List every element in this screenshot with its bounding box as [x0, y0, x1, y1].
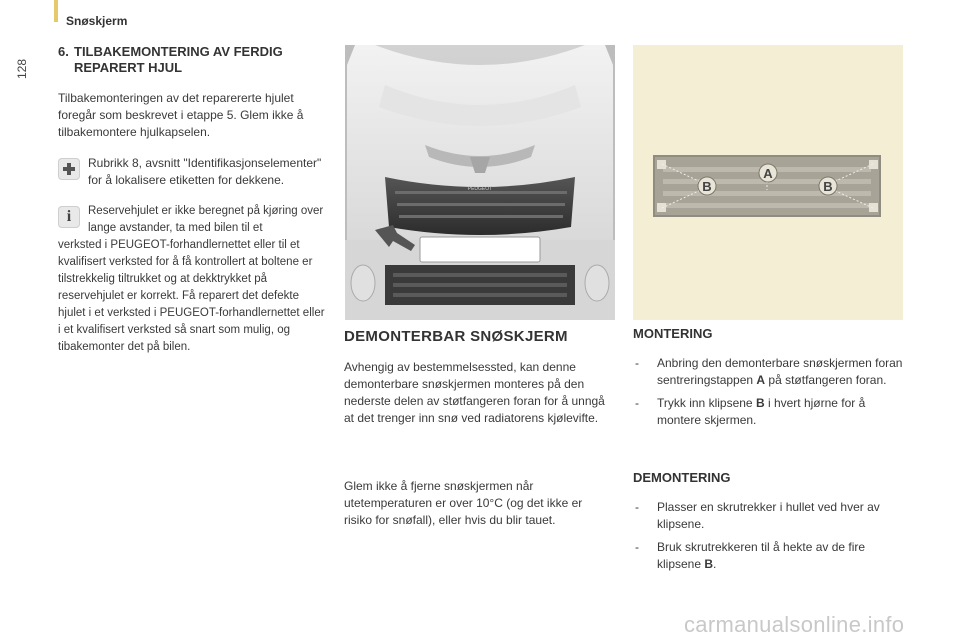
- demontering-section: [633, 470, 908, 579]
- demontering-heading: DEMONTERING: [633, 470, 731, 485]
- list-item: - Plasser en skrutrekker i hullet ved hver av klipsene.: [633, 499, 908, 533]
- list-item: - Trykk inn klipsene B i hvert hjørne for å montere skjermen.: [633, 395, 908, 429]
- clip-marker: [869, 160, 878, 169]
- clip-marker: [657, 203, 666, 212]
- snow-screen-warning: Glem ikke å fjerne snøskjermen når utetemperaturen er over 10°C (og det ikke er risiko for snøfall), eller hvis du blir tauet.: [344, 479, 583, 527]
- watermark: carmanualsonline.info: [684, 612, 905, 637]
- step-number: 6.: [58, 44, 69, 59]
- reference-note-text: Rubrikk 8, avsnitt "Identifikasjonselementer" for å lokalisere etiketten for dekkene.: [88, 156, 322, 187]
- photo-badge: PEUGEOT: [467, 186, 493, 192]
- section-marker-bar: [54, 0, 58, 22]
- snow-screen-paragraph: Avhengig av bestemmelsessted, kan denne demonterbare snøskjermen monteres på den nederste delen av støtfangeren foran for å unngå at det trenger inn snø ved radiatorens kjølevifte.: [344, 360, 605, 425]
- info-note: [58, 203, 328, 356]
- page-number: 128: [15, 58, 30, 80]
- list-item: - Anbring den demonterbare snøskjermen foran sentreringstappen A på støtfangeren foran.: [633, 355, 908, 389]
- list-item: - Bruk skrutrekkeren til å hekte av de fire klipsene B.: [633, 539, 908, 573]
- clip-marker: [657, 160, 666, 169]
- snow-screen-heading: DEMONTERBAR SNØSKJERM: [344, 328, 568, 345]
- montering-heading: MONTERING: [633, 326, 713, 341]
- lower-grille-slat: [393, 293, 567, 297]
- label-a: A: [763, 166, 773, 181]
- middle-column: [344, 328, 614, 427]
- step-heading-line1: TILBAKEMONTERING AV FERDIG: [74, 44, 283, 59]
- info-note-first: Reservehjulet er ikke beregnet på kjøring over lange avstander, ta med bilen til et: [88, 205, 324, 234]
- info-icon: i: [58, 206, 80, 228]
- montering-steps: [633, 355, 908, 429]
- lower-grille-slat: [393, 273, 567, 277]
- step-heading-line2: REPARERT HJUL: [74, 60, 183, 75]
- demontering-steps: [633, 499, 908, 573]
- grille-slat: [399, 215, 563, 218]
- montering-section: [633, 326, 908, 435]
- section-title: Snøskjerm: [66, 14, 128, 28]
- grille-slat: [397, 203, 565, 206]
- left-column: [58, 44, 328, 356]
- info-note-rest: verksted i PEUGEOT-forhandlernettet eller til et kvalifisert verksted for å få kontrollert at boltene er tilstrekkelig tiltrukket og at dekktrykket på reservehjulet er korrekt. Få reparert det defekte hjulet i et verksted i PEUGEOT-forhandlernettet eller i et kvalifisert verksted så snart som mulig, og tibakemonter det på bilen.: [58, 239, 325, 353]
- plus-icon: [58, 158, 80, 180]
- lower-grille-slat: [393, 283, 567, 287]
- vehicle-front-photo: [345, 45, 615, 320]
- label-b-left: B: [702, 179, 712, 194]
- label-b-right: B: [823, 179, 833, 194]
- reference-note: [58, 155, 328, 189]
- step-heading: [58, 44, 328, 76]
- snow-screen-diagram: [633, 45, 903, 320]
- clip-marker: [869, 203, 878, 212]
- intro-paragraph: Tilbakemonteringen av det reparererte hjulet foregår som beskrevet i etappe 5. Glem ikke å tilbakemontere hjulkapselen.: [58, 91, 304, 139]
